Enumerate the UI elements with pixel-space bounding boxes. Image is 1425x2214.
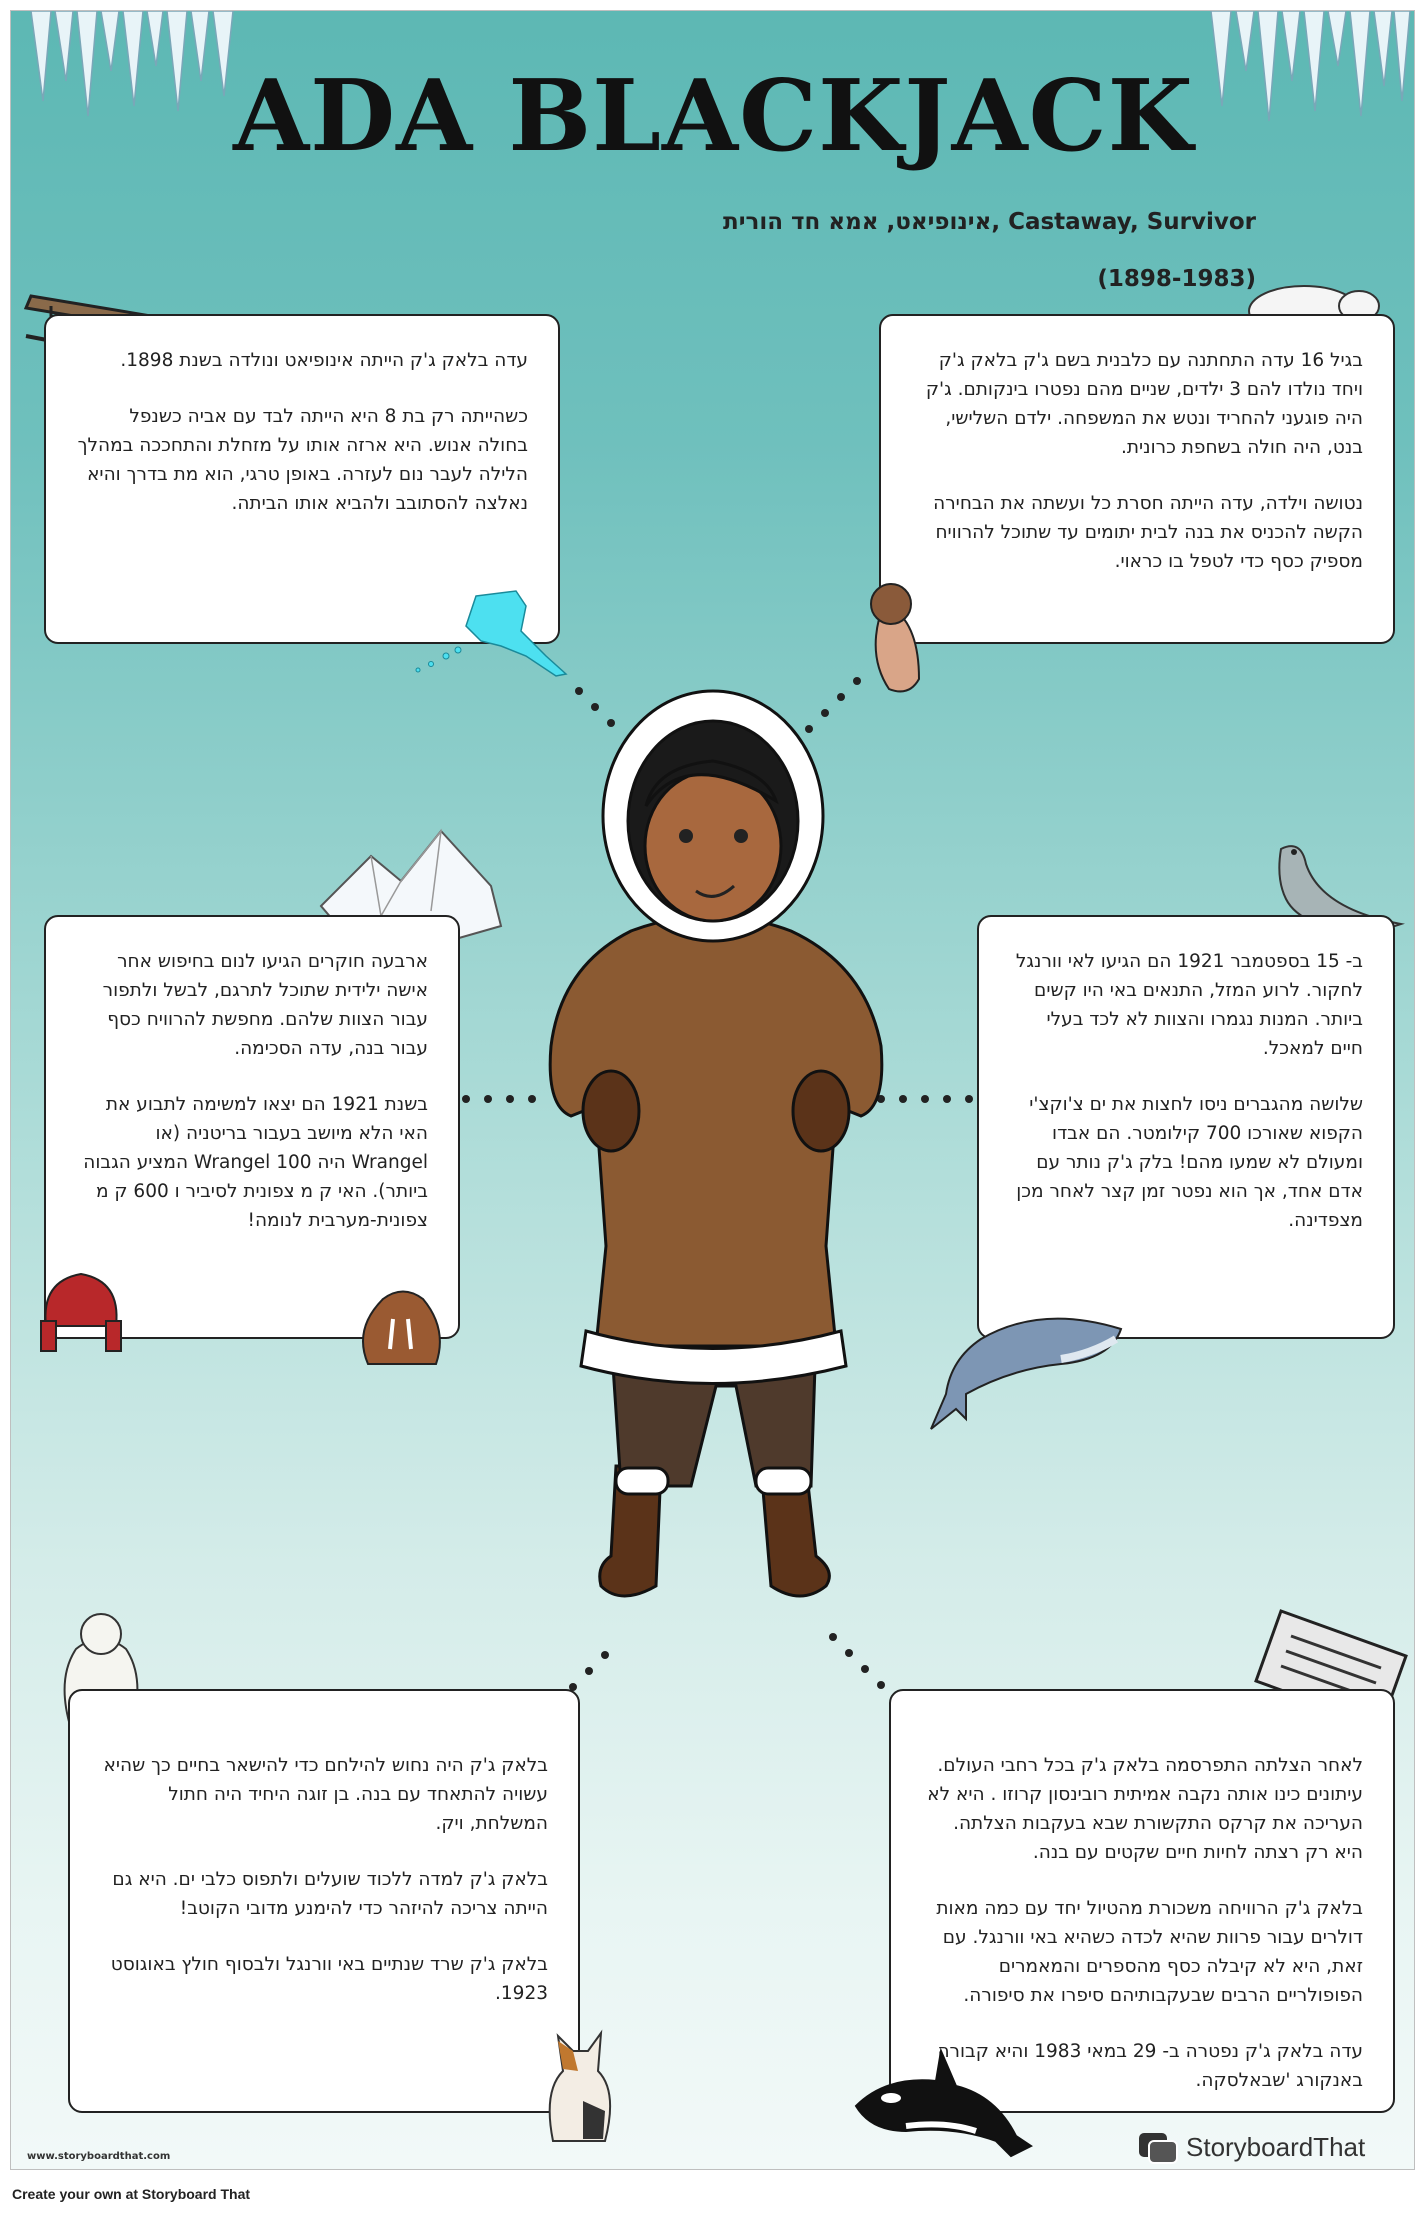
- paragraph: שלושה מהגברים ניסו לחצות את ים צ'וקצ'י הקפוא שאורכו 700 קילומטר. הם אבדו ומעולם לא שמעו מהם! בלק ג'ק נותר עם אדם אחד, אך הוא נפטר זמן קצר לאחר מכן מצפדינה.: [1016, 1094, 1363, 1231]
- paragraph: נטושה וילדה, עדה הייתה חסרת כל ועשתה את הבחירה הקשה להכניס את בנה לבית יתומים עד שתוכל להרוויח מספיק כסף כדי לטפל בו כראוי.: [933, 493, 1363, 572]
- page-title: ADA BLACKJACK: [233, 59, 1194, 174]
- storyboardthat-logo-icon: [1137, 2129, 1182, 2169]
- orca-icon: [846, 2046, 1036, 2170]
- walrus-icon: [348, 1279, 453, 1369]
- cat-icon: [533, 2021, 623, 2146]
- poster: [10, 10, 1415, 2170]
- whale-icon: [921, 1299, 1126, 1434]
- paragraph: ב- 15 בספטמבר 1921 הם הגיעו לאי וורנגל לחקור. לרוע המזל, התנאים באי היו קשים ביותר. המנות נגמרו והצוות לא לכד בעלי חיים למאכל.: [1015, 951, 1363, 1059]
- logo-text: StoryboardThat: [1186, 2132, 1366, 2162]
- paragraph: בשנת 1921 הם יצאו למשימה לתבוע את האי הלא מיושב בעבור בריטניה (או Wrangel היה Wrangel 100 המציע הגבוה ביותר). האי ק מ צפונית לסיביר ו 600 ק מ צפונית-מערבית לנומה!: [83, 1094, 428, 1231]
- paragraph: בלאק ג'ק למדה ללכוד שועלים ולתפוס כלבי ים. היא גם הייתה צריכה להיזהר כדי להימנע מדובי הקוטב!: [112, 1869, 548, 1919]
- paragraph: בלאק ג'ק הרוויחה משכורת מהטיול יחד עם כמה מאות דולרים עבור פרוות שהיא לכדה כשהיא באי וורנגל. עם זאת, היא לא קיבלה כסף מהספרים והמאמרים הפופולריים הרבים שבעקבותיהם סיפרו את סיפורה.: [936, 1898, 1363, 2006]
- ada-character-icon: [536, 686, 891, 1641]
- footer-url[interactable]: www.storyboardthat.com: [27, 2151, 171, 2162]
- paragraph: בלאק ג'ק שרד שנתיים באי וורנגל ולבסוף חולץ באוגוסט 1923.: [110, 1954, 548, 2004]
- paragraph: בלאק ג'ק היה נחוש להילחם כדי להישאר בחיים כך שהיא עשויה להתאחד עם בנה. בן זוגה היחיד היה חתול המשלחת, ויק.: [103, 1755, 548, 1834]
- paragraph: עדה בלאק ג'ק הייתה אינופיאט ונולדה בשנת 1898.: [120, 350, 528, 371]
- life-dates: (1898-1983): [1097, 266, 1256, 292]
- paragraph: ארבעה חוקרים הגיעו לנום בחיפוש אחר אישה ילידית שתוכל לתרגם, לבשל ולתפור עבור הצוות שלהם. מחפשת להרוויח כסף עבור בנה, עדה הסכימה.: [102, 951, 428, 1059]
- paragraph: עדה בלאק ג'ק נפטרה ב- 29 במאי 1983 והיא קבורה באנקורג 'שבאלסקה.: [937, 2041, 1363, 2091]
- paragraph: לאחר הצלתה התפרסמה בלאק ג'ק בכל רחבי העולם. עיתונים כינו אותה נקבה אמיתית רובינסון קרוזו . היא לא העריכה את קרקס התקשורת שבא בעקבות הצלתה. היא רק רצתה לחיות חיים שקטים עם בנה.: [927, 1755, 1363, 1863]
- paragraph: בגיל 16 עדה התחתנה עם כלבנית בשם ג'ק בלאק ג'ק ויחד נולדו להם 3 ילדים, שניים מהם נפטרו בינקותם. ג'ק היה פוגעני להחריד ונטש את המשפחה. ילדם השלישי, בנט, היה חולה בשחפת כרונית.: [925, 350, 1363, 458]
- paragraph: כשהייתה רק בת 8 היא הייתה לבד עם אביה כשנפל בחולה אנוש. היא ארזה אותו על מזחלת והתחככה במהלך הלילה לעבר נום לעזרה. באופן טרגי, הוא מת בדרך והיא נאלצה להסתובב ולהביא אותו הביתה.: [77, 406, 528, 514]
- subtitle: אינופיאט, אמא חד הורית, Castaway, Survivor: [722, 209, 1256, 235]
- story-box-4: [977, 915, 1395, 1339]
- create-your-own-link[interactable]: Create your own at Storyboard That: [12, 2186, 251, 2202]
- story-box-5: [68, 1689, 580, 2113]
- hat-icon: [31, 1266, 131, 1356]
